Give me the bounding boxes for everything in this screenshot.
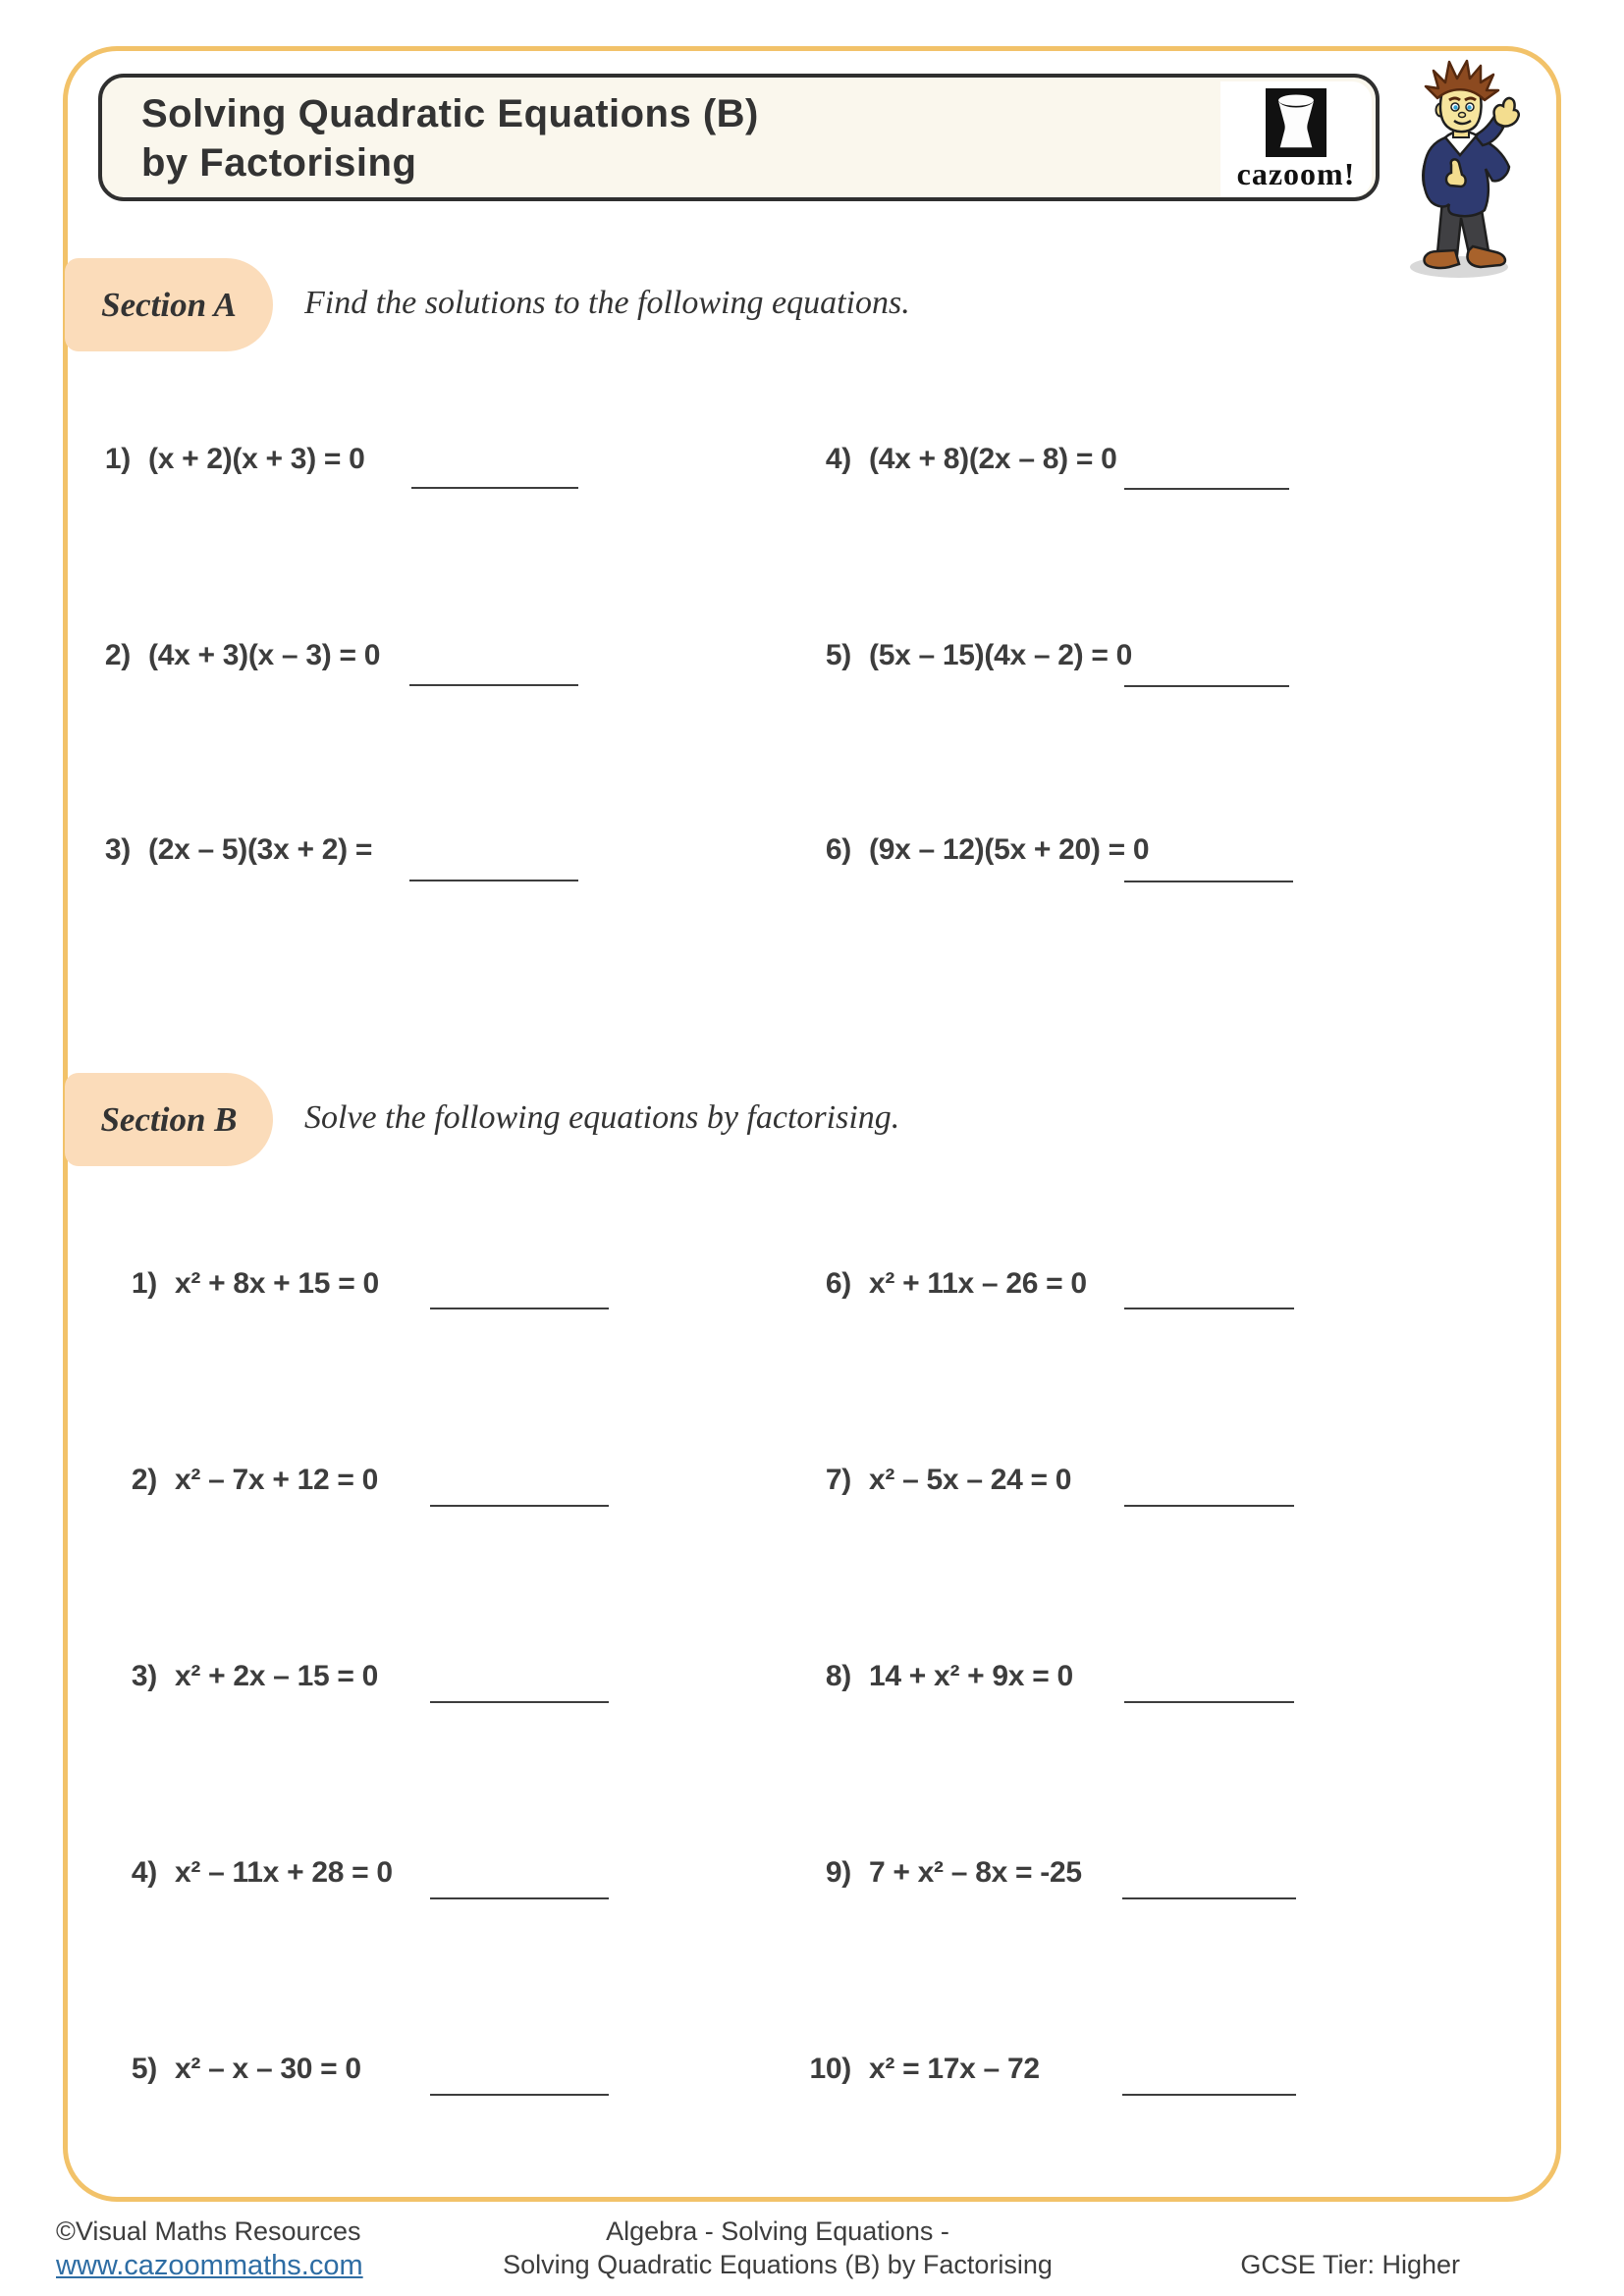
answer-line-b3: [430, 1701, 609, 1703]
question-b2: 2) x² – 7x + 12 = 0: [131, 1464, 379, 1496]
cazoom-website-link[interactable]: www.cazoommaths.com: [56, 2250, 363, 2281]
answer-line-b9: [1122, 1897, 1296, 1899]
question-b6: 6) x² + 11x – 26 = 0: [825, 1267, 1087, 1300]
page-title-line1: Solving Quadratic Equations (B): [141, 92, 759, 135]
question-b9: 9) 7 + x² – 8x = -25: [825, 1856, 1082, 1889]
cazoom-drum-icon: [1266, 88, 1326, 157]
page-title-line2: by Factorising: [141, 141, 417, 185]
question-a2: 2) (4x + 3)(x – 3) = 0: [104, 639, 381, 671]
section-a-instruction: Find the solutions to the following equations.: [304, 285, 910, 321]
answer-line-a2: [409, 684, 578, 686]
answer-line-b8: [1124, 1701, 1294, 1703]
footer-credit: ©Visual Maths Resources: [56, 2216, 361, 2246]
answer-line-a3: [409, 880, 578, 881]
footer-topic-block: [434, 2215, 1121, 2281]
answer-line-b7: [1124, 1505, 1294, 1507]
footer-topic-line2: Solving Quadratic Equations (B) by Factorising: [503, 2250, 1053, 2279]
title-box: [98, 74, 1380, 201]
question-b7: 7) x² – 5x – 24 = 0: [825, 1464, 1072, 1496]
section-b-instruction: Solve the following equations by factorising.: [304, 1099, 900, 1136]
question-b3: 3) x² + 2x – 15 = 0: [131, 1660, 379, 1692]
question-b8: 8) 14 + x² + 9x = 0: [825, 1660, 1073, 1692]
mascot-boy-character: [1398, 57, 1526, 283]
answer-line-b6: [1124, 1308, 1294, 1309]
question-a1: 1) (x + 2)(x + 3) = 0: [104, 443, 365, 475]
footer-topic-line1: Algebra - Solving Equations -: [606, 2216, 949, 2246]
cazoom-logo-text: cazoom!: [1236, 156, 1356, 191]
answer-line-b1: [430, 1308, 609, 1309]
question-b4: 4) x² – 11x + 28 = 0: [131, 1856, 393, 1889]
answer-line-a5: [1124, 685, 1289, 687]
question-b5: 5) x² – x – 30 = 0: [131, 2053, 361, 2085]
answer-line-a1: [411, 487, 578, 489]
answer-line-a6: [1124, 881, 1293, 882]
footer-tier: GCSE Tier: Higher: [1240, 2250, 1460, 2279]
question-a3: 3) (2x – 5)(3x + 2) =: [104, 833, 373, 866]
question-a5: 5) (5x – 15)(4x – 2) = 0: [825, 639, 1133, 671]
cazoom-logo: [1220, 81, 1372, 197]
answer-line-a4: [1124, 488, 1289, 490]
question-a6: 6) (9x – 12)(5x + 20) = 0: [825, 833, 1150, 866]
answer-line-b10: [1122, 2094, 1296, 2096]
question-b1: 1) x² + 8x + 15 = 0: [131, 1267, 379, 1300]
question-b10: 10) x² = 17x – 72: [809, 2053, 1040, 2085]
footer-credit-block: [56, 2215, 363, 2282]
section-a-label: Section A: [65, 258, 273, 351]
answer-line-b4: [430, 1897, 609, 1899]
page-title: [141, 89, 759, 187]
answer-line-b5: [430, 2094, 609, 2096]
question-a4: 4) (4x + 8)(2x – 8) = 0: [825, 443, 1117, 475]
section-b-label: Section B: [65, 1073, 273, 1166]
answer-line-b2: [430, 1505, 609, 1507]
